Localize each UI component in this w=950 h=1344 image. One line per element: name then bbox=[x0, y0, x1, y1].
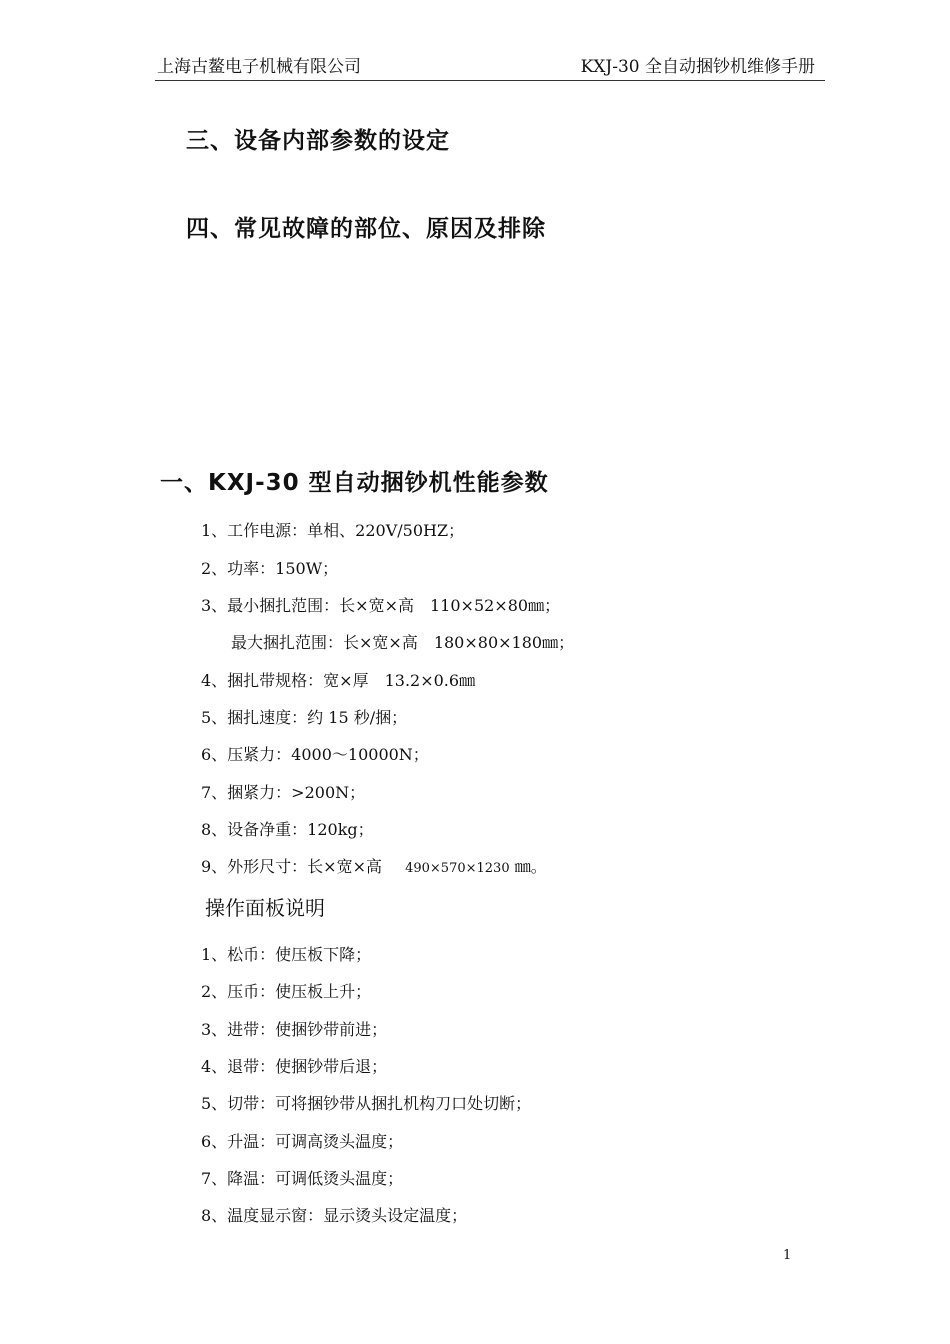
spec-line-dimensions bbox=[201, 854, 547, 877]
spec-dimensions-value: 490×570×1230 bbox=[405, 861, 510, 876]
spec-line: 1、工作电源：单相、220V/50HZ； bbox=[201, 521, 465, 540]
spec-line: 4、捆扎带规格：宽×厚 13.2×0.6㎜ bbox=[201, 671, 476, 690]
spec-line: 2、功率：150W； bbox=[201, 559, 339, 578]
spec-dimensions-label: 9、外形尺寸：长×宽×高 bbox=[201, 857, 382, 876]
spec-dimensions-unit: ㎜。 bbox=[514, 857, 547, 876]
header-manual-title: KXJ-30 全自动捆钞机维修手册 bbox=[580, 57, 815, 77]
panel-item: 1、松币：使压板下降； bbox=[201, 945, 372, 964]
panel-item: 4、退带：使捆钞带后退； bbox=[201, 1057, 388, 1076]
spec-line: 3、最小捆扎范围：长×宽×高 110×52×80㎜； bbox=[201, 596, 561, 615]
panel-item: 7、降温：可调低烫头温度； bbox=[201, 1169, 404, 1188]
panel-item: 2、压币：使压板上升； bbox=[201, 982, 372, 1001]
panel-item: 5、切带：可将捆钞带从捆扎机构刀口处切断； bbox=[201, 1094, 532, 1113]
spec-line: 7、捆紧力：>200N； bbox=[201, 783, 366, 802]
spec-line: 最大捆扎范围：长×宽×高 180×80×180㎜； bbox=[231, 633, 575, 652]
page-number: 1 bbox=[783, 1248, 792, 1263]
panel-title: 操作面板说明 bbox=[205, 896, 325, 920]
header-company: 上海古鳌电子机械有限公司 bbox=[157, 57, 361, 77]
spec-line: 6、压紧力：4000～10000N； bbox=[201, 745, 429, 764]
heading-section-1: 一、KXJ-30 型自动捆钞机性能参数 bbox=[160, 470, 549, 496]
panel-item: 8、温度显示窗：显示烫头设定温度； bbox=[201, 1206, 468, 1225]
panel-item: 3、进带：使捆钞带前进； bbox=[201, 1020, 388, 1039]
heading-section-3: 三、设备内部参数的设定 bbox=[186, 128, 450, 154]
spec-line: 5、捆扎速度：约 15 秒/捆； bbox=[201, 708, 408, 727]
panel-item: 6、升温：可调高烫头温度； bbox=[201, 1132, 404, 1151]
heading-section-4: 四、常见故障的部位、原因及排除 bbox=[186, 216, 546, 242]
spec-line: 8、设备净重：120kg； bbox=[201, 820, 374, 839]
page-header bbox=[155, 52, 825, 81]
